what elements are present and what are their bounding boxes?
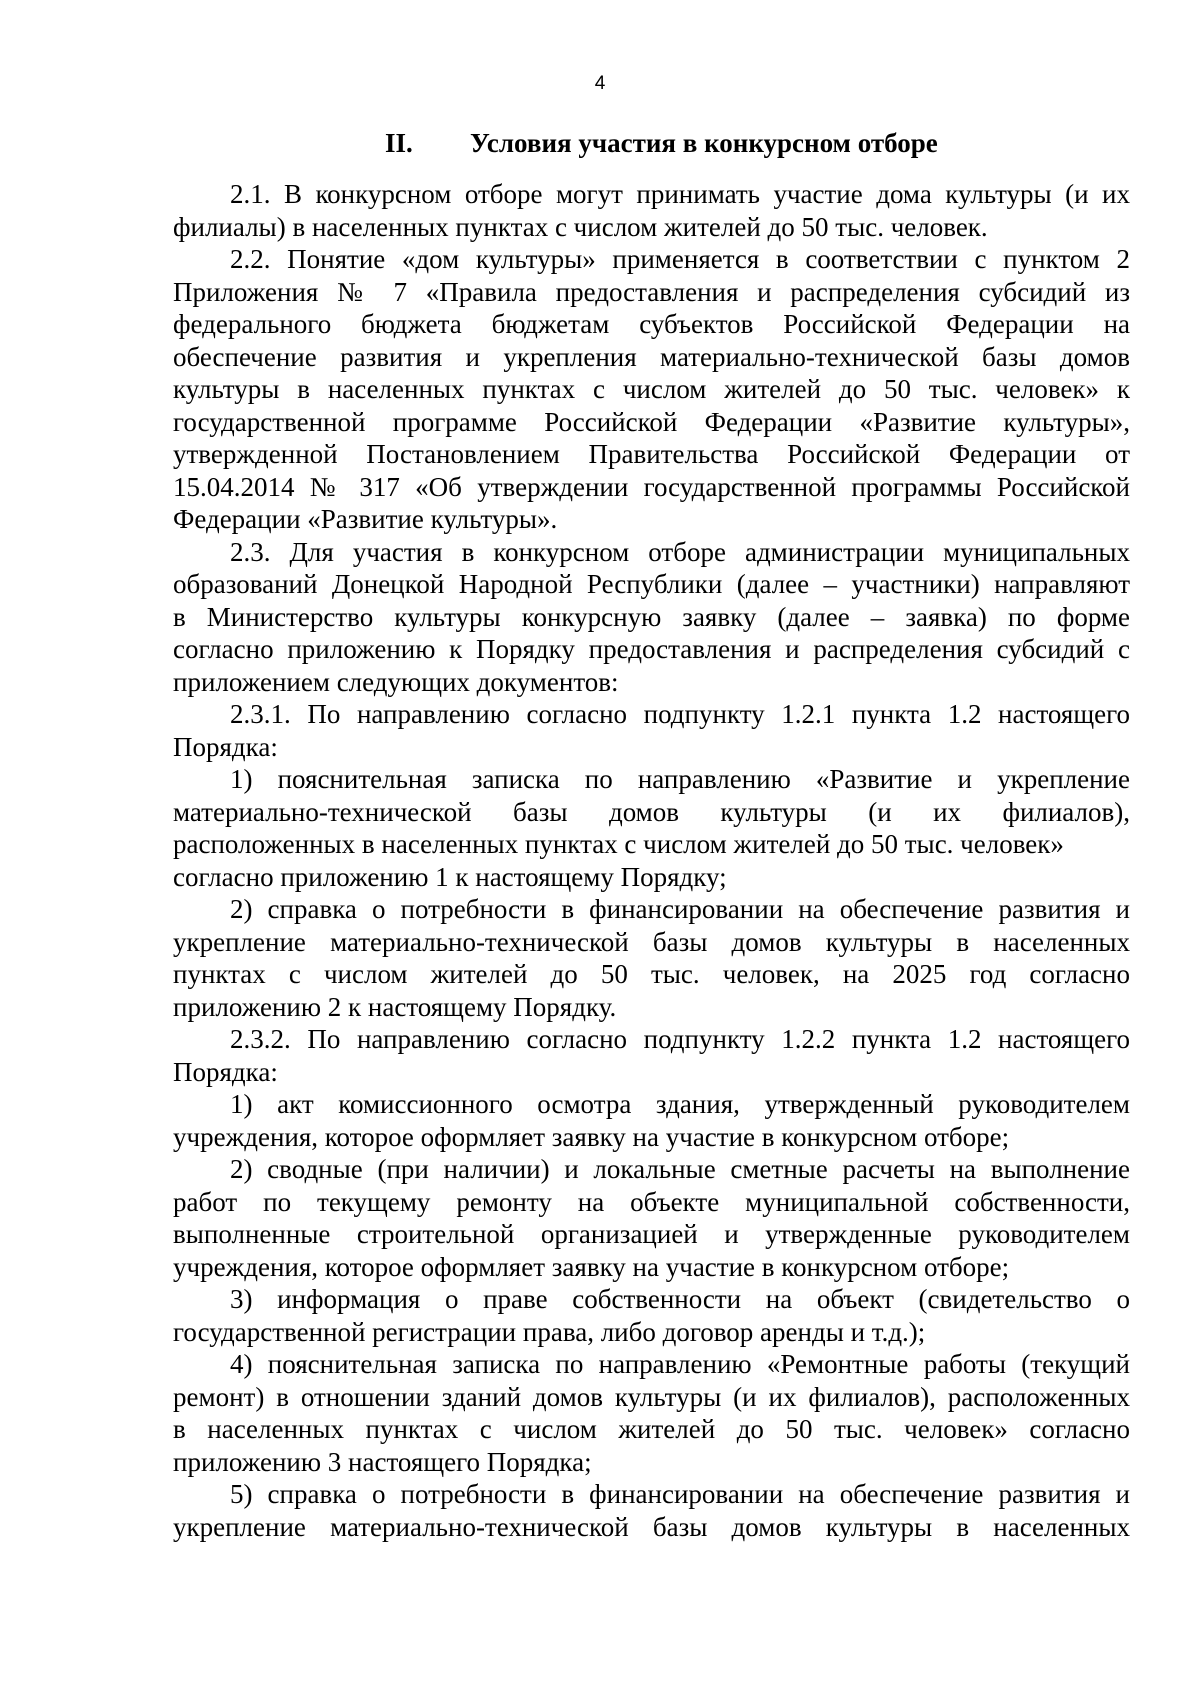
section-title: Условия участия в конкурсном отборе — [470, 128, 938, 158]
text-line: материально-технической базы домов культуры (и их филиалов), — [173, 796, 1130, 827]
text-line: культуры в населенных пунктах с числом жителей до 50 тыс. человек» к — [173, 374, 1130, 404]
text-line: пунктах с числом жителей до 50 тыс. человек, на 2025 год согласно — [173, 959, 1130, 989]
text-line: государственной программе Российской Федерации «Развитие культуры», — [173, 406, 1130, 437]
text-line: Порядка: — [173, 731, 278, 762]
text-line: согласно приложению к Порядку предоставления и распределения субсидий с — [173, 634, 1130, 664]
text-line: 4) пояснительная записка по направлению «Ремонтные работы (текущий — [230, 1349, 1130, 1379]
text-line: утвержденной Постановлением Правительства Российской Федерации от — [173, 439, 1130, 469]
text-line: 1) пояснительная записка по направлению «Развитие и укрепление — [230, 764, 1130, 794]
text-line: 2.2. Понятие «дом культуры» применяется в соответствии с пунктом 2 — [230, 244, 1130, 274]
text-line: укрепление материально-технической базы домов культуры в населенных — [173, 926, 1130, 957]
text-line: работ по текущему ремонту на объекте муниципальной собственности, — [173, 1186, 1130, 1217]
text-line: 1) акт комиссионного осмотра здания, утвержденный руководителем — [230, 1089, 1130, 1119]
section-heading — [385, 126, 938, 160]
text-line: учреждения, которое оформляет заявку на участие в конкурсном отборе; — [173, 1251, 1010, 1282]
text-line: 2) справка о потребности в финансировании на обеспечение развития и — [230, 894, 1130, 924]
text-line: филиалы) в населенных пунктах с числом жителей до 50 тыс. человек. — [173, 211, 988, 242]
text-line: Порядка: — [173, 1056, 278, 1087]
text-line: Приложения № 7 «Правила предоставления и распределения субсидий из — [173, 276, 1130, 307]
text-line: 3) информация о праве собственности на объект (свидетельство о — [230, 1284, 1130, 1314]
text-line: государственной регистрации права, либо договор аренды и т.д.); — [173, 1316, 926, 1347]
text-line: 2.3.1. По направлению согласно подпункту 1.2.1 пункта 1.2 настоящего — [230, 699, 1130, 729]
text-line: приложением следующих документов: — [173, 666, 619, 697]
text-line: приложению 2 к настоящему Порядку. — [173, 991, 617, 1022]
text-line: выполненные строительной организацией и утвержденные руководителем — [173, 1219, 1130, 1249]
text-line: 2.3. Для участия в конкурсном отборе администрации муниципальных — [230, 536, 1130, 567]
text-line: в населенных пунктах с числом жителей до 50 тыс. человек» согласно — [173, 1414, 1130, 1444]
text-line: обеспечение развития и укрепления материально-технической базы домов — [173, 341, 1130, 372]
text-line: 5) справка о потребности в финансировании на обеспечение развития и — [230, 1479, 1130, 1509]
text-line: 2) сводные (при наличии) и локальные сметные расчеты на выполнение — [230, 1154, 1130, 1184]
text-line: 2.3.2. По направлению согласно подпункту 1.2.2 пункта 1.2 настоящего — [230, 1024, 1130, 1054]
section-number: II. — [385, 128, 413, 158]
page-number: 4 — [594, 73, 606, 94]
text-line: образований Донецкой Народной Республики (далее – участники) направляют — [173, 569, 1130, 599]
text-line: расположенных в населенных пунктах с числом жителей до 50 тыс. человек» — [173, 829, 1064, 859]
text-line: федерального бюджета бюджетам субъектов Российской Федерации на — [173, 309, 1130, 339]
text-line: Федерации «Развитие культуры». — [173, 504, 558, 534]
text-line: приложению 3 настоящего Порядка; — [173, 1446, 592, 1477]
text-line: 15.04.2014 № 317 «Об утверждении государственной программы Российской — [173, 471, 1130, 502]
text-line: 2.1. В конкурсном отборе могут принимать участие дома культуры (и их — [230, 179, 1130, 209]
body-text — [173, 178, 1130, 1543]
text-line: в Министерство культуры конкурсную заявку (далее – заявка) по форме — [173, 601, 1130, 632]
text-line: согласно приложению 1 к настоящему Порядку; — [173, 861, 727, 892]
text-line: укрепление материально-технической базы домов культуры в населенных — [173, 1511, 1130, 1542]
text-line: ремонт) в отношении зданий домов культуры (и их филиалов), расположенных — [173, 1381, 1130, 1412]
text-line: учреждения, которое оформляет заявку на участие в конкурсном отборе; — [173, 1121, 1010, 1152]
